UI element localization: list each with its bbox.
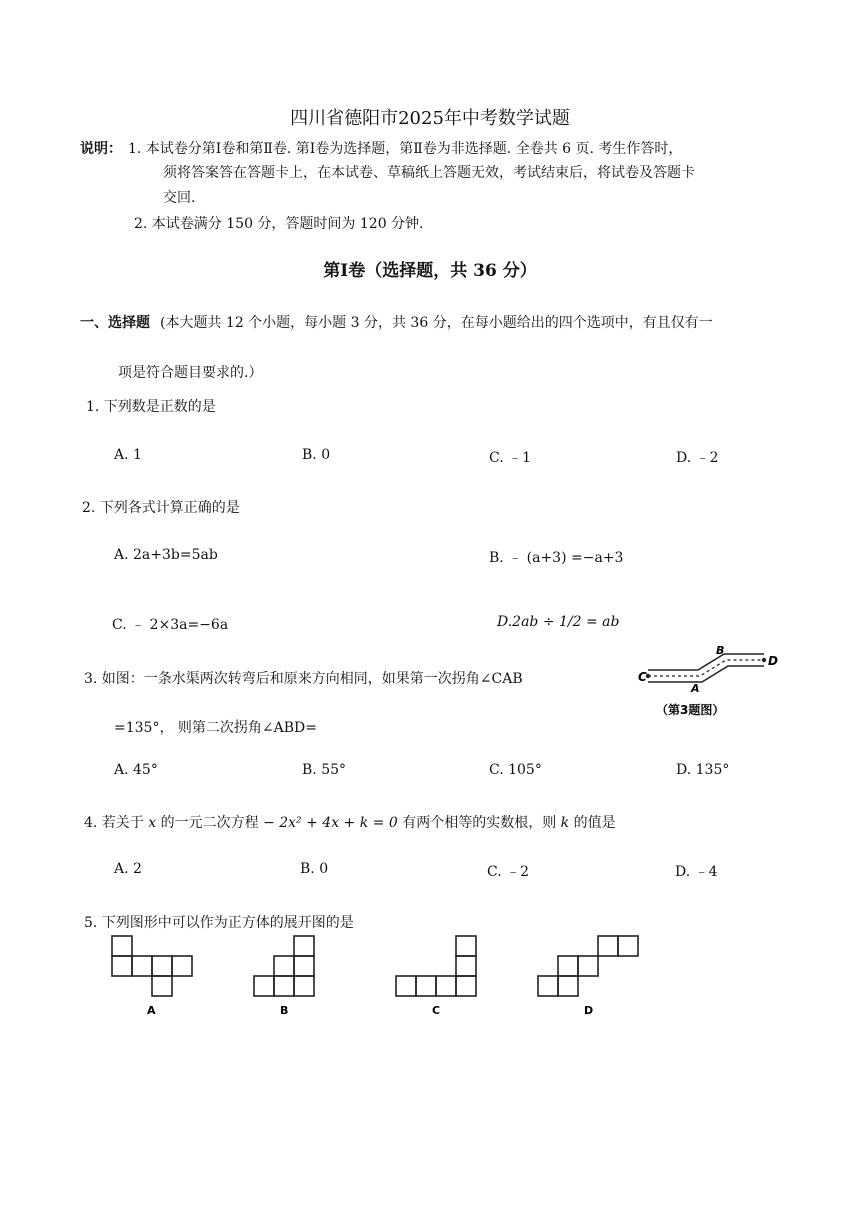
notes-line-2: 须将答案答在答题卡上，在本试卷、草稿纸上答题无效，考试结束后，将试卷及答题卡 — [163, 165, 695, 181]
q4-option-a: A. 2 — [114, 861, 142, 877]
question-4-stem — [84, 812, 616, 832]
question-2-stem: 2. 下列各式计算正确的是 — [82, 500, 240, 516]
q4-stem-pre: 4. 若关于 — [84, 815, 149, 831]
question-5-stem: 5. 下列图形中可以作为正方体的展开图的是 — [84, 915, 354, 931]
part-label: 一、选择题 — [80, 315, 150, 331]
q3-canal-figure — [636, 640, 782, 722]
notes-label: 说明： — [80, 141, 122, 157]
q1-option-b: B. 0 — [302, 447, 331, 463]
q4-option-d: D. ﹣4 — [675, 864, 718, 880]
q2-option-b: B. ﹣ (a+3) =−a+3 — [489, 550, 624, 566]
q2-option-a: A. 2a+3b=5ab — [114, 547, 218, 563]
q3-option-b: B. 55° — [302, 762, 347, 778]
q3-option-a: A. 45° — [114, 762, 158, 778]
figure-label-b: B — [716, 644, 725, 657]
figure-label-c: C — [638, 670, 647, 684]
question-3-stem-1: 3. 如图：一条水渠两次转弯后和原来方向相同，如果第一次拐角∠CAB — [84, 671, 523, 687]
q4-stem-post: 有两个相等的实数根，则 — [397, 815, 561, 831]
q4-var-x: x — [148, 815, 157, 831]
part-description-1: (本大题共 12 个小题，每小题 3 分，共 36 分，在每小题给出的四个选项中，有且仅有一 — [160, 315, 713, 331]
q5-cube-nets — [100, 928, 680, 1024]
q2-option-d: D.2ab ÷ 1/2 = ab — [497, 614, 620, 630]
net-label-b: B — [280, 1004, 289, 1017]
question-3-stem-2: =135°， 则第二次拐角∠ABD= — [114, 720, 317, 736]
exam-title: 四川省德阳市2025年中考数学试题 — [290, 108, 570, 129]
q1-option-c: C. ﹣1 — [489, 450, 532, 466]
notes-line-1: 1. 本试卷分第Ⅰ卷和第Ⅱ卷. 第Ⅰ卷为选择题，第Ⅱ卷为非选择题. 全卷共 6 页. 考生作答时， — [128, 141, 683, 157]
q3-option-d: D. 135° — [676, 762, 730, 778]
notes-line-4: 2. 本试卷满分 150 分，答题时间为 120 分钟. — [134, 216, 424, 232]
notes-line-3: 交回. — [163, 190, 196, 206]
q1-option-d: D. ﹣2 — [676, 450, 719, 466]
q4-stem-end: 的值是 — [569, 815, 616, 831]
part-description-2: 项是符合题目要求的.） — [118, 365, 263, 381]
net-label-c: C — [432, 1004, 441, 1017]
q4-option-b: B. 0 — [300, 861, 329, 877]
q4-equation: − 2x² + 4x + k = 0 — [263, 815, 398, 831]
q3-option-c: C. 105° — [489, 762, 542, 778]
q1-option-a: A. 1 — [114, 447, 142, 463]
net-label-d: D — [584, 1004, 594, 1017]
figure-label-a: A — [691, 682, 700, 695]
q4-option-c: C. ﹣2 — [487, 864, 530, 880]
q2-option-c: C. ﹣ 2×3a=−6a — [112, 617, 229, 633]
net-label-a: A — [147, 1004, 156, 1017]
question-1-stem: 1. 下列数是正数的是 — [86, 399, 216, 415]
section-title: 第Ⅰ卷（选择题，共 36 分） — [323, 261, 537, 281]
figure-caption: （第3题图） — [656, 703, 725, 717]
q4-var-k: k — [560, 815, 570, 831]
figure-label-d: D — [768, 654, 778, 668]
q4-stem-mid: 的一元二次方程 — [156, 815, 264, 831]
